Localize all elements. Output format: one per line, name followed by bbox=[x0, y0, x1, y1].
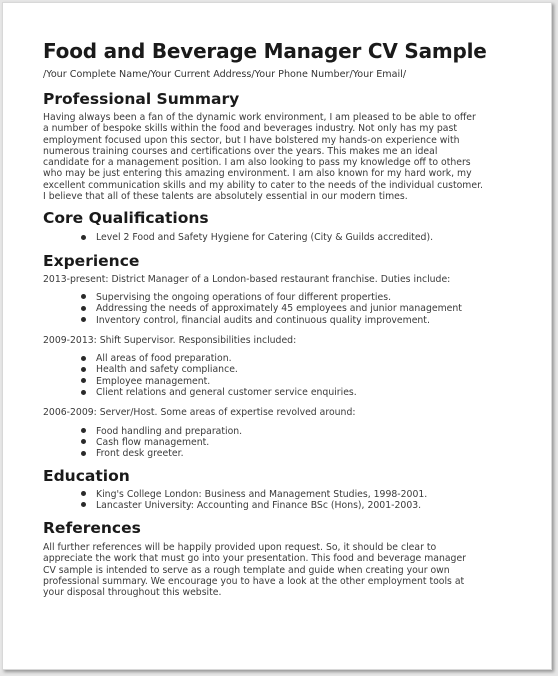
references-line: CV sample is intended to serve as a rough template and guide when creating your own bbox=[43, 564, 450, 576]
bullet-icon bbox=[81, 378, 86, 383]
references-section bbox=[43, 518, 515, 598]
duty-text: Client relations and general customer service enquiries. bbox=[96, 387, 357, 399]
summary-text bbox=[43, 112, 515, 202]
job-header: 2006-2009: Server/Host. Some areas of expertise revolved around: bbox=[43, 407, 356, 419]
bullet-icon bbox=[81, 367, 86, 372]
references-heading: References bbox=[43, 519, 141, 538]
cv-page bbox=[2, 2, 552, 670]
bullet-icon bbox=[81, 390, 86, 395]
job-header: 2013-present: District Manager of a London-based restaurant franchise. Duties include: bbox=[43, 273, 451, 285]
bullet-icon bbox=[81, 491, 86, 496]
job-entry bbox=[43, 407, 515, 459]
summary-line: a number of bespoke skills within the food and beverages industry. Not only has my past bbox=[43, 123, 457, 135]
duty-text: Front desk greeter. bbox=[96, 448, 184, 460]
list-item bbox=[81, 232, 515, 243]
qualifications-list bbox=[43, 232, 515, 243]
education-section bbox=[43, 466, 515, 512]
bullet-icon bbox=[81, 356, 86, 361]
duty-text: Addressing the needs of approximately 45 employees and junior management bbox=[96, 303, 462, 315]
list-item bbox=[81, 489, 515, 500]
references-line: professional summary. We encourage you to have a look at the other employment tools at bbox=[43, 576, 465, 588]
summary-line: Having always been a fan of the dynamic work environment, I am pleased to be able to offer bbox=[43, 112, 476, 123]
duty-text: Employee management. bbox=[96, 375, 211, 387]
bullet-icon bbox=[81, 317, 86, 322]
list-item bbox=[81, 448, 515, 459]
education-heading: Education bbox=[43, 466, 130, 485]
duty-text: Supervising the ongoing operations of four different properties. bbox=[96, 291, 392, 303]
references-line: appreciate the work that must go into your presentation. This food and beverage manager bbox=[43, 553, 466, 565]
cv-title: Food and Beverage Manager CV Sample bbox=[43, 39, 487, 63]
summary-line: I believe that all of these talents are absolutely essential in our modern times. bbox=[43, 191, 408, 203]
qualification-text: Level 2 Food and Safety Hygiene for Catering (City & Guilds accredited). bbox=[96, 232, 434, 244]
job-entry bbox=[43, 335, 515, 398]
education-list bbox=[43, 489, 515, 512]
duty-text: Health and safety compliance. bbox=[96, 364, 238, 376]
bullet-icon bbox=[81, 502, 86, 507]
list-item bbox=[81, 315, 515, 326]
experience-heading: Experience bbox=[43, 251, 140, 270]
list-item bbox=[81, 426, 515, 437]
bullet-icon bbox=[81, 306, 86, 311]
job-entry bbox=[43, 274, 515, 326]
list-item bbox=[81, 387, 515, 398]
duty-text: Inventory control, financial audits and continuous quality improvement. bbox=[96, 314, 430, 326]
references-line: your disposal throughout this website. bbox=[43, 587, 222, 599]
education-text: King's College London: Business and Management Studies, 1998-2001. bbox=[96, 488, 428, 500]
experience-section bbox=[43, 251, 515, 460]
summary-line: who may be just entering this amazing environment. I am also known for my hard work, my bbox=[43, 168, 472, 180]
job-duties-list bbox=[43, 426, 515, 460]
bullet-icon bbox=[81, 428, 86, 433]
summary-section bbox=[43, 89, 515, 202]
summary-heading: Professional Summary bbox=[43, 90, 240, 108]
list-item bbox=[81, 292, 515, 303]
list-item bbox=[81, 364, 515, 375]
list-item bbox=[81, 500, 515, 511]
summary-line: excellent communication skills and my ability to cater to the needs of the individual customer. bbox=[43, 179, 483, 191]
summary-line: numerous training courses and certifications over the years. This makes me an ideal bbox=[43, 145, 438, 157]
duty-text: Food handling and preparation. bbox=[96, 425, 243, 437]
list-item bbox=[81, 353, 515, 364]
list-item bbox=[81, 376, 515, 387]
qualifications-heading: Core Qualifications bbox=[43, 209, 209, 228]
bullet-icon bbox=[81, 451, 86, 456]
contact-line: /Your Complete Name/Your Current Address/Your Phone Number/Your Email/ bbox=[43, 69, 407, 80]
education-text: Lancaster University: Accounting and Finance BSc (Hons), 2001-2003. bbox=[96, 499, 422, 511]
duty-text: All areas of food preparation. bbox=[96, 353, 232, 365]
references-line: All further references will be happily provided upon request. So, it should be clear to bbox=[43, 542, 437, 554]
summary-line: employment focused upon this sector, but I have bolstered my hands-on experience with bbox=[43, 134, 460, 146]
bullet-icon bbox=[81, 439, 86, 444]
qualifications-section bbox=[43, 208, 515, 243]
list-item bbox=[81, 303, 515, 314]
references-text bbox=[43, 542, 515, 598]
list-item bbox=[81, 437, 515, 448]
duty-text: Cash flow management. bbox=[96, 436, 210, 448]
job-duties-list bbox=[43, 292, 515, 326]
bullet-icon bbox=[81, 294, 86, 299]
job-header: 2009-2013: Shift Supervisor. Responsibilities included: bbox=[43, 334, 297, 346]
bullet-icon bbox=[81, 235, 86, 240]
summary-line: candidate for a management position. I am also looking to pass my knowledge off to others bbox=[43, 157, 471, 169]
job-duties-list bbox=[43, 353, 515, 398]
